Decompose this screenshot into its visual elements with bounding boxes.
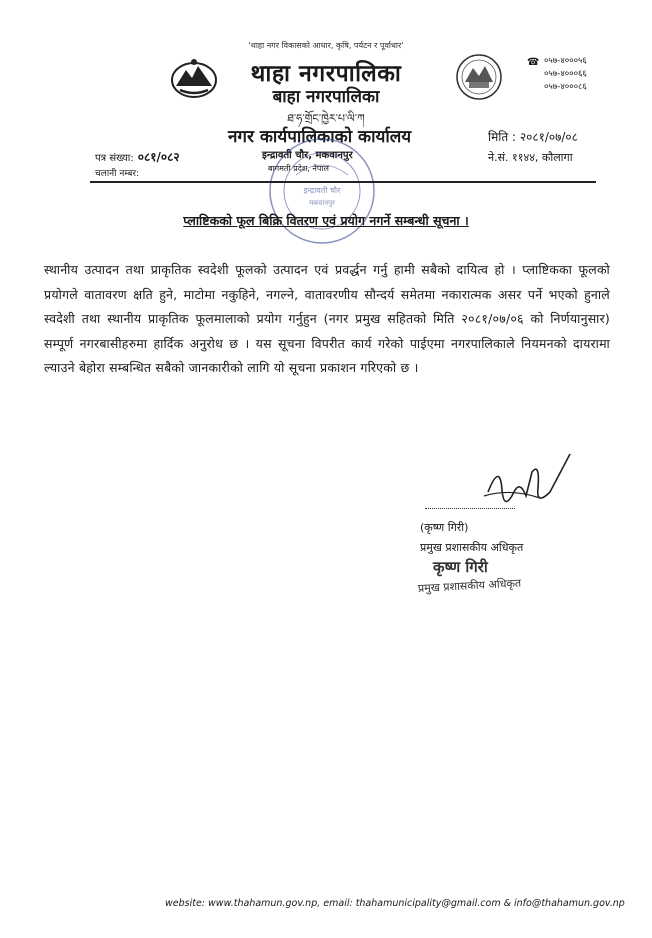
signature-line [425,508,515,509]
name-stamp: कृष्ण गिरी [433,558,488,576]
svg-text:इन्द्रावती चौर: इन्द्रावती चौर [303,186,341,195]
municipality-title: थाहा नगरपालिका [250,61,402,87]
phone-number-2: ०५७-४०००६६ [544,69,587,79]
municipality-title-tibetan: ཐ་ཧ་གྲོང་ཁྱེར་པ་ལི་ཀ [287,112,365,125]
notice-body: स्थानीय उत्पादन तथा प्राकृतिक स्वदेशी फूलको उत्पादन एवं प्रवर्द्धन गर्नु हामी सबैको दायित्व हो । प्लाष्टिकका फूलको प्रयोगले वातावरण क्षति हुने, माटोमा नकुहिने, नगल्ने, वातावरणीय सौन्दर्य समेतमा नकारात्मक असर पर्ने भएको हुनाले स्वदेशी तथा स्थानीय प्राकृतिक फूलमालाको प्रयोग गर्नुहुन (नगर प्रमुख सहितको मिति २०८१/०७/०६ को निर्णयानुसार) सम्पूर्ण नगरबासीहरुमा हार्दिक अनुरोध छ । यस सूचना विपरीत कार्य गरेको पाईएमा नगरपालिकाले नियमनको दायरामा ल्याउने बेहोरा सम्बन्धित सबैको जानकारीको लागि यो सूचना प्रकाशन गरिएको छ । [44,262,610,375]
header-divider [90,181,596,183]
municipality-motto: 'थाहा नगर विकासको आधार, कृषि, पर्यटन र पूर्वाधार' [248,41,404,50]
letter-reference [95,148,180,165]
municipality-logo [455,52,503,102]
phone-number-3: ०५७-४०००८६ [544,82,587,92]
nepal-sambat-date: ने.सं. ११४४, कौलागा [488,151,573,164]
office-name: नगर कार्यपालिकाको कार्यालय [228,127,412,147]
notice-subject [0,212,652,229]
phone-number-1: ०५७-४०००५६ [544,56,587,66]
notice-subject-text: प्लाष्टिकको फूल बिक्रि वितरण एवं प्रयोग नगर्ने सम्बन्धी सूचना । [183,213,469,228]
letter-date: मिति : २०८१/०७/०८ [488,130,578,144]
dispatch-number-label: चलानी नम्बर: [95,169,140,179]
office-address: इन्द्रावती चौर, मकवानपुर [262,150,353,161]
signatory-name: (कृष्ण गिरी) [420,521,469,534]
reference-value: ०८१/०८२ [137,150,180,164]
footer-contact: website: www.thahamun.gov.np, email: thahamunicipality@gmail.com & info@thahamun.gov.np [165,898,625,909]
reference-label: पत्र संख्या: [95,153,134,164]
office-seal-stamp [266,135,378,247]
title-stamp: प्रमुख प्रशासकीय अधिकृत [417,576,522,595]
svg-text:मकवानपुर: मकवानपुर [309,199,335,207]
signatory-title: प्रमुख प्रशासकीय अधिकृत [420,541,524,554]
office-province: बागमती प्रदेश, नेपाल [268,164,329,173]
phone-numbers [544,55,587,94]
municipality-title-local-script: बाहा नगरपालिका [272,87,380,107]
telephone-icon: ☎ [527,57,540,68]
